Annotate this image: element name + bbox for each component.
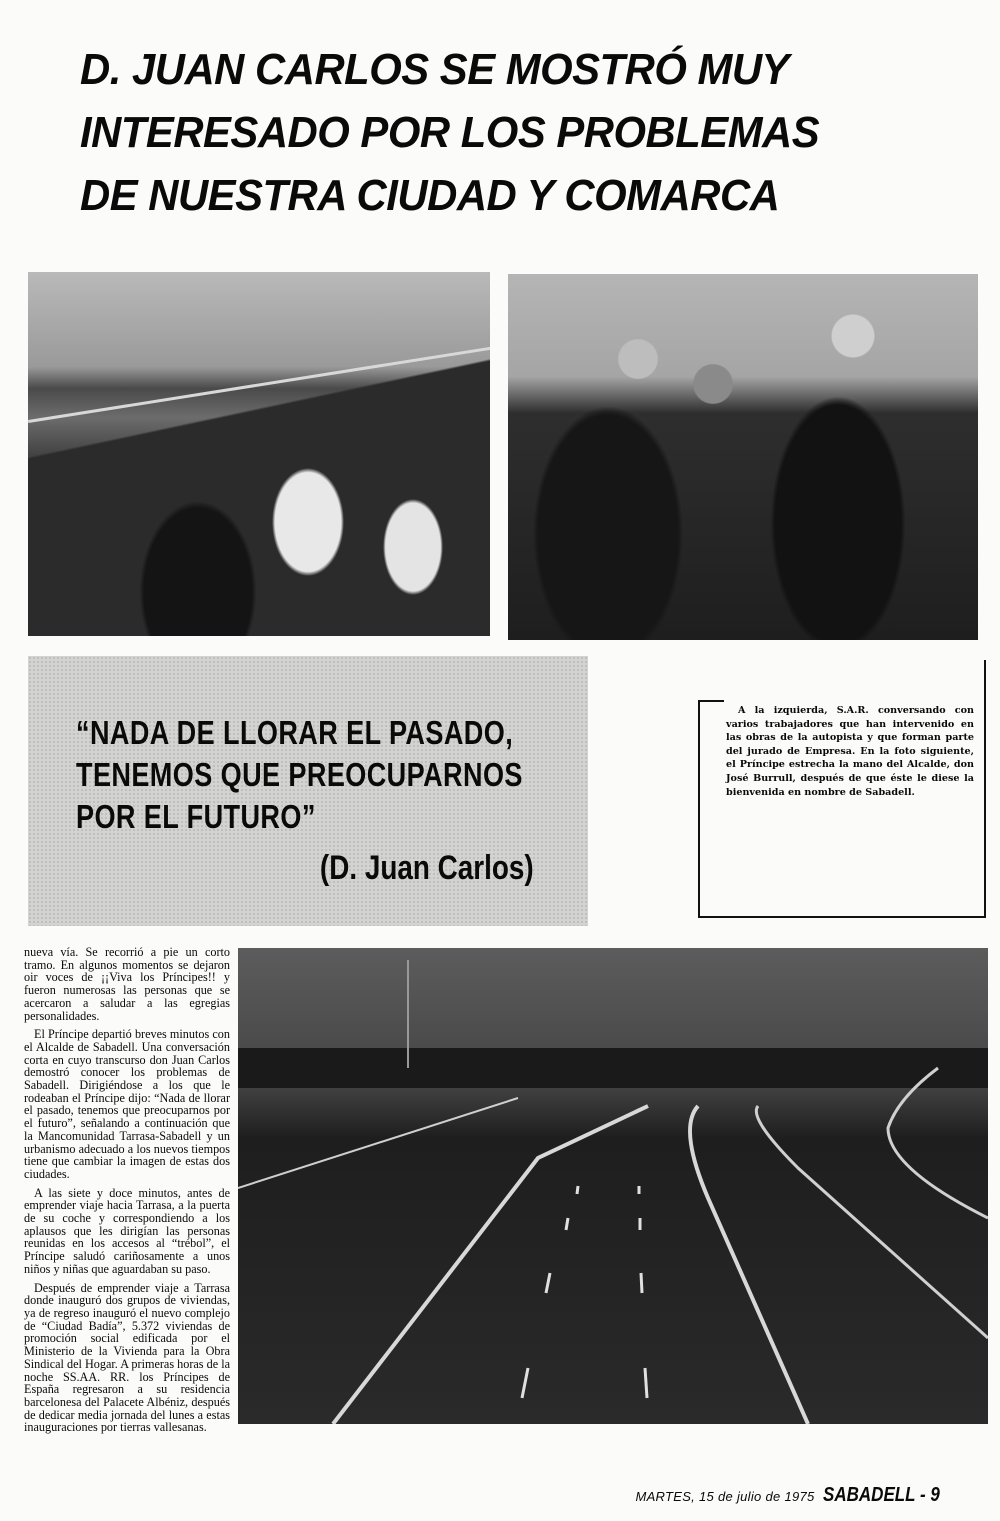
article-paragraph: nueva vía. Se recorrió a pie un corto tramo. En algunos momentos se dejaron oir voces de ¡¡Viva los Príncipes!! y fueron numerosas las personas que se acercaron a saludar a las egregias personalidades. xyxy=(24,945,230,1023)
pull-quote-line-1: “NADA DE LLORAR EL PASADO, xyxy=(76,714,514,751)
headline xyxy=(80,38,897,227)
motorway-lines-graphic xyxy=(238,948,988,1424)
headline-line-1: D. JUAN CARLOS SE MOSTRÓ MUY xyxy=(80,45,789,94)
pull-quote-line-2: TENEMOS QUE PREOCUPARNOS xyxy=(76,756,523,793)
article-paragraph: El Príncipe departió breves minutos con el Alcalde de Sabadell. Una conversación corta en cuyo transcurso don Juan Carlos demostró conocer los problemas de Sabadell. Dirigiéndose a los que le rodeaban el Príncipe dijo: “Nada de llorar el pasado, tenemos que preocuparnos por el futuro”, señalando a continuación que la Mancomunidad Tarrasa-Sabadell y un urbanismo adecuado a los nuevos tiempos tiene que cambiar la imagen de estas dos ciudades. xyxy=(24,1027,230,1181)
pull-quote-line-3: POR EL FUTURO” xyxy=(76,798,316,835)
article-paragraph: Después de emprender viaje a Tarrasa donde inauguró dos grupos de viviendas, ya de regreso inauguró el nuevo complejo de “Ciudad Badía”, 5.372 viviendas de promoción social edificada por el Ministerio de la Vivienda para la Obra Sindical del Hogar. A primeras horas de la noche SS.AA. RR. los Príncipes de España regresaron a su residencia barcelonesa del Palacete Albéniz, después de dedicar media jornada del lunes a estas inauguraciones por tierras vallesanas. xyxy=(24,1280,230,1435)
headline-line-3: DE NUESTRA CIUDAD Y COMARCA xyxy=(80,171,780,220)
pull-quote-box xyxy=(28,656,588,926)
photo-motorway xyxy=(238,948,988,1424)
article-column xyxy=(24,946,230,1440)
publication-date: MARTES, 15 de julio de 1975 xyxy=(635,1489,815,1504)
newspaper-name-page: SABADELL - 9 xyxy=(822,1484,940,1506)
photo-handshake-mayor xyxy=(508,274,978,640)
photo-caption: A la izquierda, S.A.R. conversando con varios trabajadores que han intervenido en las obras de la autopista y que forman parte del jurado de Empresa. En la foto siguiente, el Príncipe estrecha la mano del Alcalde, don José Burrull, después de que éste le diese la bienvenida en nombre de Sabadell. xyxy=(726,705,974,798)
pull-quote-author: (D. Juan Carlos) xyxy=(320,849,534,887)
page-footer xyxy=(635,1484,960,1507)
photo-caption-box xyxy=(698,700,986,918)
pull-quote xyxy=(76,712,523,838)
headline-line-2: INTERESADO POR LOS PROBLEMAS xyxy=(80,108,820,157)
article-paragraph: A las siete y doce minutos, antes de emprender viaje hacia Tarrasa, a la puerta de su coche y correspondiendo a los aplausos que les dirigían las personas reunidas en los accesos al “trébol”, el Príncipe saludó cariñosamente a unos niños y niñas que aguardaban su paso. xyxy=(24,1185,230,1276)
photo-prince-with-workers xyxy=(28,272,490,636)
